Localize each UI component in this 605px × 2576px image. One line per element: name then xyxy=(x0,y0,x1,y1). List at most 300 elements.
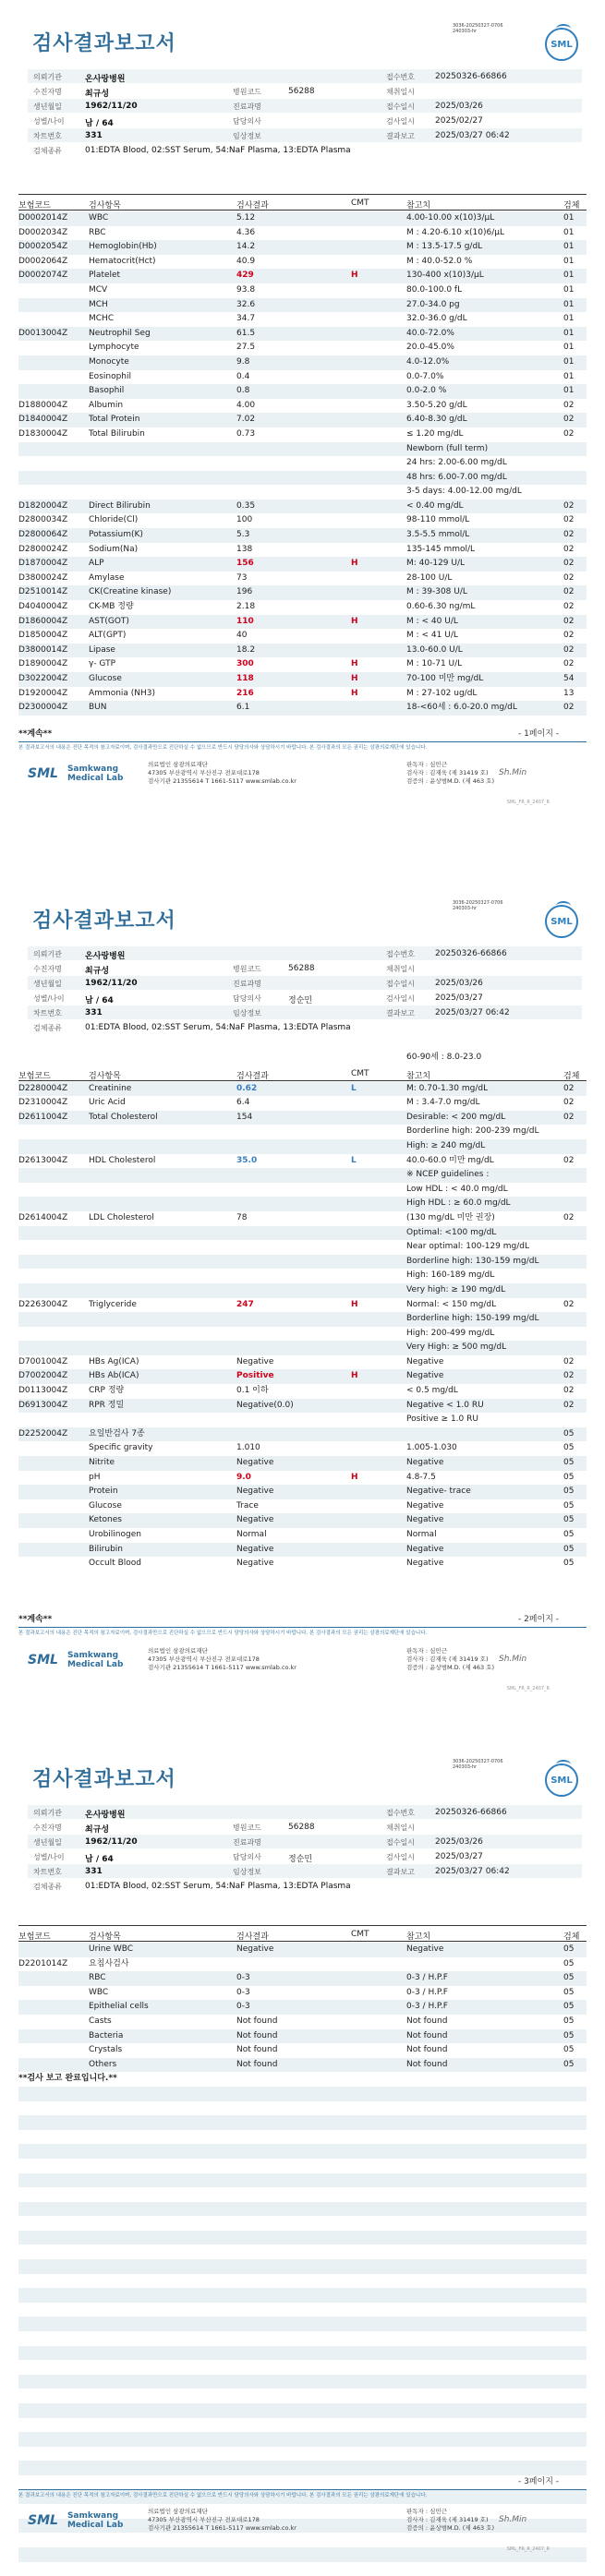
row-code: D2611004Z xyxy=(18,1112,68,1122)
row-result: 93.8 xyxy=(236,284,256,295)
lab-logo: SML Samkwang Medical Lab xyxy=(28,1651,124,1669)
report-page-3 xyxy=(0,1736,605,2562)
row-ref: 60-90세 : 8.0-23.0 xyxy=(406,1053,482,1062)
row-code: D0002054Z xyxy=(18,242,68,252)
row-specimen: 01 xyxy=(563,271,575,281)
row-code: D3022004Z xyxy=(18,674,68,683)
row-specimen: 02 xyxy=(563,1356,575,1366)
row-item: Sodium(Na) xyxy=(89,544,139,554)
table-row xyxy=(18,355,587,370)
report-title: 검사결과보고서 xyxy=(32,909,176,933)
row-code: D2510014Z xyxy=(18,587,68,597)
row-item: Basophil xyxy=(89,386,125,396)
row-result: 4.00 xyxy=(236,400,256,410)
signature: Sh.Min xyxy=(499,2515,527,2524)
table-row xyxy=(18,644,587,658)
row-flag: H xyxy=(351,659,358,669)
table-row xyxy=(18,327,587,342)
row-result: 0.8 xyxy=(236,386,250,396)
report-complete: **검사 보고 완료입니다.** xyxy=(18,2072,587,2087)
row-item: RBC xyxy=(89,227,106,237)
table-row xyxy=(18,657,587,672)
table-row xyxy=(18,312,587,327)
table-row xyxy=(18,1154,587,1169)
row-specimen: 01 xyxy=(563,386,575,396)
row-result: Negative xyxy=(236,1487,274,1497)
table-row xyxy=(18,572,587,586)
header-row: 성별/나이 남 / 64 담당의사 검사일시 2025/02/27 xyxy=(28,114,582,128)
table-row xyxy=(18,1971,587,1986)
table-row xyxy=(18,1139,587,1154)
table-row xyxy=(18,615,587,630)
empty-row xyxy=(18,2303,587,2317)
row-specimen: 02 xyxy=(563,1400,575,1410)
lab-address: 의료법인 삼광의료재단 47305 부산광역시 부산진구 전포대로178 검사기관 21355614 T 1661-5117 www.smlab.co.kr xyxy=(148,761,296,785)
empty-row xyxy=(18,2159,587,2173)
row-ref: Not found xyxy=(406,2059,448,2069)
empty-row xyxy=(18,2245,587,2259)
page-number: - 3페이지 - xyxy=(517,2477,559,2486)
row-specimen: 05 xyxy=(563,1500,575,1511)
row-ref: Negative xyxy=(406,1500,444,1511)
table-row xyxy=(18,1485,587,1499)
row-ref: Negative xyxy=(406,1515,444,1525)
doc-code: SML_FR_R_2407_R xyxy=(506,800,550,805)
row-ref: M: 0.70-1.30 mg/dL xyxy=(406,1083,489,1093)
row-specimen: 05 xyxy=(563,1428,575,1438)
table-row xyxy=(18,226,587,241)
header-row: 검체종류 01:EDTA Blood, 02:SST Serum, 54:NaF Plasma, 13:EDTA Plasma xyxy=(28,1020,582,1035)
empty-row xyxy=(18,2375,587,2389)
col-spec: 검체 xyxy=(563,201,580,211)
row-item: pH xyxy=(89,1472,101,1482)
row-result: 40.9 xyxy=(236,256,256,266)
table-row xyxy=(18,1355,587,1370)
table-row xyxy=(18,283,587,298)
row-specimen: 02 xyxy=(563,572,575,583)
row-ref: 24 hrs: 2.00-6.00 mg/dL xyxy=(406,458,507,468)
row-specimen: 01 xyxy=(563,299,575,309)
row-code: D0002064Z xyxy=(18,256,68,266)
row-item: Monocyte xyxy=(89,356,129,367)
row-code: D0002014Z xyxy=(18,213,68,223)
header-row: 생년월일 1962/11/20 진료과명 접수일시 2025/03/26 xyxy=(28,99,582,114)
row-specimen: 01 xyxy=(563,314,575,324)
barcode-text: 3036-20250327-0706 240303-hr xyxy=(453,900,503,911)
table-row xyxy=(18,1413,587,1427)
empty-row xyxy=(18,2101,587,2116)
barcode-text: 3036-20250327-0706 240303-hr xyxy=(453,23,503,34)
row-result: 100 xyxy=(236,515,253,525)
row-result: 35.0 xyxy=(236,1155,258,1165)
row-ref: 48 hrs: 6.00-7.00 mg/dL xyxy=(406,472,507,482)
row-flag: H xyxy=(351,1371,358,1381)
row-result: 110 xyxy=(236,616,254,626)
table-row xyxy=(18,672,587,687)
row-specimen: 01 xyxy=(563,242,575,252)
row-code: D0013004Z xyxy=(18,328,68,338)
row-item: Epithelial cells xyxy=(89,2002,149,2012)
row-item: BUN xyxy=(89,703,107,713)
report-title: 검사결과보고서 xyxy=(32,32,176,55)
row-item: LDL Cholesterol xyxy=(89,1212,154,1222)
row-ref: Not found xyxy=(406,2030,448,2040)
row-ref: ※ NCEP guidelines : xyxy=(406,1170,490,1180)
row-item: WBC xyxy=(89,1987,109,1997)
table-row xyxy=(18,384,587,399)
row-result: 0.62 xyxy=(236,1083,258,1093)
page-number: - 2페이지 - xyxy=(517,1615,559,1624)
row-ref: 70-100 미만 mg/dL xyxy=(406,674,484,683)
header-row: 검체종류 01:EDTA Blood, 02:SST Serum, 54:NaF Plasma, 13:EDTA Plasma xyxy=(28,1879,582,1894)
empty-row xyxy=(18,2115,587,2130)
row-item: Casts xyxy=(89,2016,112,2026)
row-result: 6.1 xyxy=(236,703,250,713)
row-specimen: 01 xyxy=(563,213,575,223)
row-result: 40 xyxy=(236,631,248,641)
patient-header xyxy=(28,946,582,1035)
table-row xyxy=(18,269,587,283)
header-row: 의뢰기관 온사랑병원 접수번호 20250326-66866 xyxy=(28,69,582,84)
legal-notice: 본 결과보고서의 내용은 진단 목적의 참고자료이며, 검사결과만으로 진단하실 수 없으므로 반드시 담당의사와 상담하시기 바랍니다. 본 검사결과의 모든 권리는 삼광의료재단에 있습니다. xyxy=(18,1627,587,1636)
row-result: 300 xyxy=(236,659,254,669)
row-ref: Negative xyxy=(406,1458,444,1468)
row-ref: Borderline high: 130-159 mg/dL xyxy=(406,1256,539,1266)
row-item: WBC xyxy=(89,213,109,223)
row-ref: 130-400 x(10)3/μL xyxy=(406,271,484,281)
empty-row xyxy=(18,2216,587,2231)
row-item: HDL Cholesterol xyxy=(89,1155,156,1165)
table-row xyxy=(18,2043,587,2058)
row-item: Amylase xyxy=(89,572,125,583)
report-title: 검사결과보고서 xyxy=(32,1768,176,1791)
row-ref: Borderline high: 200-239 mg/dL xyxy=(406,1126,539,1137)
sml-brand-icon: SML xyxy=(28,1653,58,1667)
row-specimen: 02 xyxy=(563,644,575,655)
row-ref: M: 40-129 U/L xyxy=(406,559,466,569)
table-row xyxy=(18,1327,587,1342)
barcode-text: 3036-20250327-0706 240303-hr xyxy=(453,1759,503,1770)
row-specimen: 05 xyxy=(563,2059,575,2069)
row-flag: H xyxy=(351,674,358,683)
row-code: D2800024Z xyxy=(18,544,68,554)
table-row xyxy=(18,1283,587,1298)
empty-row xyxy=(18,2331,587,2346)
row-result: Trace xyxy=(236,1500,259,1511)
row-result: 0.1 이하 xyxy=(236,1386,269,1396)
table-row xyxy=(18,543,587,558)
row-ref: High: 200-499 mg/dL xyxy=(406,1328,495,1338)
header-row: 의뢰기관 온사랑병원 접수번호 20250326-66866 xyxy=(28,1805,582,1820)
row-code: D3800014Z xyxy=(18,644,68,655)
table-row xyxy=(18,528,587,543)
empty-row xyxy=(18,2418,587,2433)
row-code: D2800064Z xyxy=(18,530,68,540)
row-specimen: 02 xyxy=(563,587,575,597)
lab-address: 의료법인 삼광의료재단 47305 부산광역시 부산진구 전포대로178 검사기관 21355614 T 1661-5117 www.smlab.co.kr xyxy=(148,2508,296,2532)
row-item: 요일반검사 7종 xyxy=(89,1428,145,1438)
row-specimen: 02 xyxy=(563,1299,575,1309)
header-row: 수진자명 최규성 병원코드 56288 채취일시 xyxy=(28,84,582,99)
row-code: D1870004Z xyxy=(18,559,68,569)
row-specimen: 02 xyxy=(563,400,575,410)
legal-notice: 본 결과보고서의 내용은 진단 목적의 참고자료이며, 검사결과만으로 진단하실 수 없으므로 반드시 담당의사와 상담하시기 바랍니다. 본 검사결과의 모든 권리는 삼광의료재단에 있습니다. xyxy=(18,2489,587,2498)
row-ref: Very High: ≥ 500 mg/dL xyxy=(406,1342,507,1353)
row-specimen: 02 xyxy=(563,530,575,540)
row-item: RBC xyxy=(89,1973,106,1983)
row-result: 6.4 xyxy=(236,1098,250,1108)
row-code: D2613004Z xyxy=(18,1155,68,1165)
row-flag: H xyxy=(351,559,358,569)
row-ref: Not found xyxy=(406,2016,448,2026)
row-result: Negative xyxy=(236,1356,274,1366)
row-result: 0.73 xyxy=(236,428,256,439)
continued-mark: **계속** xyxy=(18,1615,53,1624)
row-ref: 18-<60세 : 6.0-20.0 mg/dL xyxy=(406,703,517,713)
table-row xyxy=(18,1312,587,1327)
doc-code: SML_FR_R_2407_R xyxy=(506,2546,550,2552)
header-row: 생년월일 1962/11/20 진료과명 접수일시 2025/03/26 xyxy=(28,1835,582,1849)
row-specimen: 02 xyxy=(563,428,575,439)
row-specimen: 01 xyxy=(563,227,575,237)
empty-row xyxy=(18,2447,587,2462)
table-row xyxy=(18,211,587,226)
row-specimen: 05 xyxy=(563,1458,575,1468)
table-row xyxy=(18,1125,587,1139)
row-ref: ≤ 1.20 mg/dL xyxy=(406,428,464,439)
row-item: Uric Acid xyxy=(89,1098,126,1108)
row-item: Others xyxy=(89,2059,117,2069)
patient-header xyxy=(28,1805,582,1894)
row-result: 34.7 xyxy=(236,314,256,324)
col-ref: 참고치 xyxy=(406,1072,431,1081)
row-ref: 135-145 mmol/L xyxy=(406,544,476,554)
row-item: Glucose xyxy=(89,674,122,683)
table-row xyxy=(18,2015,587,2029)
lab-logo: SML Samkwang Medical Lab xyxy=(28,2511,124,2530)
signature: Sh.Min xyxy=(499,768,527,777)
row-item: Bilirubin xyxy=(89,1544,123,1554)
lab-logo: SML Samkwang Medical Lab xyxy=(28,764,124,783)
table-row xyxy=(18,1943,587,1957)
row-result: 5.12 xyxy=(236,213,256,223)
doc-code: SML_FR_R_2407_R xyxy=(506,1686,550,1691)
table-row xyxy=(18,1096,587,1111)
row-specimen: 05 xyxy=(563,1544,575,1554)
table-row xyxy=(18,687,587,702)
sml-brand-icon: SML xyxy=(28,2513,58,2528)
row-specimen: 02 xyxy=(563,1083,575,1093)
row-specimen: 02 xyxy=(563,602,575,612)
row-item: Triglyceride xyxy=(89,1299,137,1309)
row-flag: H xyxy=(351,616,358,626)
row-code: D1890004Z xyxy=(18,659,68,669)
report-page-2 xyxy=(0,877,605,1731)
row-specimen: 01 xyxy=(563,256,575,266)
table-row xyxy=(18,413,587,427)
row-result: 5.3 xyxy=(236,530,250,540)
table-row xyxy=(18,1441,587,1456)
row-item: Lipase xyxy=(89,644,115,655)
table-row xyxy=(18,1957,587,1972)
col-cmt: CMT xyxy=(351,199,369,208)
row-item: MCHC xyxy=(89,314,115,324)
row-ref: M : < 41 U/L xyxy=(406,631,458,641)
row-specimen: 05 xyxy=(563,2045,575,2055)
row-ref: Negative xyxy=(406,1356,444,1366)
table-row xyxy=(18,585,587,600)
table-row xyxy=(18,341,587,355)
table-row xyxy=(18,240,587,255)
row-specimen: 05 xyxy=(563,1487,575,1497)
header-row: 수진자명 최규성 병원코드 56288 채취일시 xyxy=(28,1820,582,1835)
col-cmt: CMT xyxy=(351,1930,369,1939)
row-result: 2.18 xyxy=(236,602,256,612)
row-code: D1920004Z xyxy=(18,688,68,698)
row-result: 247 xyxy=(236,1299,254,1309)
row-result: 1.010 xyxy=(236,1443,260,1453)
table-row xyxy=(18,298,587,313)
row-ref: M : 3.4-7.0 mg/dL xyxy=(406,1098,480,1108)
sml-logo-icon: SML xyxy=(545,28,578,61)
row-result: 32.6 xyxy=(236,299,256,309)
row-item: HBs Ab(ICA) xyxy=(89,1371,139,1381)
row-ref: Normal: < 150 mg/dL xyxy=(406,1299,497,1309)
col-ref: 참고치 xyxy=(406,201,431,211)
row-specimen: 02 xyxy=(563,616,575,626)
row-result: Negative xyxy=(236,1559,274,1569)
table-row xyxy=(18,1226,587,1241)
row-specimen: 02 xyxy=(563,1386,575,1396)
row-result: 0.35 xyxy=(236,500,256,511)
row-item: Total Protein xyxy=(89,415,140,425)
empty-row xyxy=(18,2144,587,2159)
empty-row xyxy=(18,2231,587,2245)
row-specimen: 02 xyxy=(563,544,575,554)
row-ref: M : 39-308 U/L xyxy=(406,587,467,597)
row-ref: Borderline high: 150-199 mg/dL xyxy=(406,1314,539,1324)
empty-row xyxy=(18,2259,587,2274)
table-row xyxy=(18,600,587,615)
legal-notice: 본 결과보고서의 내용은 진단 목적의 참고자료이며, 검사결과만으로 진단하실 수 없으므로 반드시 담당의사와 상담하시기 바랍니다. 본 검사결과의 모든 권리는 삼광의료재단에 있습니다. xyxy=(18,741,587,751)
table-row xyxy=(18,1211,587,1226)
row-specimen: 02 xyxy=(563,559,575,569)
row-result: 429 xyxy=(236,271,254,281)
row-item: RPR 정밀 xyxy=(89,1400,125,1410)
row-code: D7002004Z xyxy=(18,1371,68,1381)
table-row xyxy=(18,1111,587,1125)
row-ref: 0.0-7.0% xyxy=(406,371,444,381)
row-result: Positive xyxy=(236,1371,274,1381)
sml-logo-icon: SML xyxy=(545,905,578,938)
table-row xyxy=(18,701,587,716)
row-item: HBs Ag(ICA) xyxy=(89,1356,139,1366)
row-item: Crystals xyxy=(89,2045,123,2055)
row-specimen: 05 xyxy=(563,2002,575,2012)
results-table xyxy=(18,1943,587,2576)
empty-row xyxy=(18,2288,587,2303)
empty-row xyxy=(18,2087,587,2101)
row-ref: 40.0-60.0 미만 mg/dL xyxy=(406,1155,494,1165)
empty-row xyxy=(18,2130,587,2145)
empty-row xyxy=(18,2432,587,2447)
row-result: 7.02 xyxy=(236,415,256,425)
row-code: D1860004Z xyxy=(18,616,68,626)
row-result: 61.5 xyxy=(236,328,256,338)
row-ref: Negative < 1.0 RU xyxy=(406,1400,484,1410)
row-flag: H xyxy=(351,1472,358,1482)
row-specimen: 05 xyxy=(563,1515,575,1525)
row-specimen: 05 xyxy=(563,1472,575,1482)
table-row xyxy=(18,255,587,270)
col-cmt: CMT xyxy=(351,1069,369,1078)
table-row xyxy=(18,485,587,500)
row-result: 216 xyxy=(236,688,254,698)
row-code: D1850004Z xyxy=(18,631,68,641)
row-ref: 40.0-72.0% xyxy=(406,328,454,338)
header-row: 차트번호 331 임상정보 결과보고 2025/03/27 06:42 xyxy=(28,1864,582,1879)
row-ref: 3-5 days: 4.00-12.00 mg/dL xyxy=(406,487,522,497)
row-ref: Very high: ≥ 190 mg/dL xyxy=(406,1284,506,1294)
col-result: 검사결과 xyxy=(236,1072,269,1081)
row-result: 0.4 xyxy=(236,371,250,381)
row-code: D1830004Z xyxy=(18,428,68,439)
row-code: D1840004Z xyxy=(18,415,68,425)
row-item: Direct Bilirubin xyxy=(89,500,151,511)
row-specimen: 02 xyxy=(563,659,575,669)
row-item: Hematocrit(Hct) xyxy=(89,256,156,266)
row-item: CK(Creatine kinase) xyxy=(89,587,172,597)
row-code: D2263004Z xyxy=(18,1299,68,1309)
row-result: 154 xyxy=(236,1112,253,1122)
row-item: Nitrite xyxy=(89,1458,115,1468)
lab-footer xyxy=(18,1643,587,1699)
row-specimen: 01 xyxy=(563,371,575,381)
row-ref: 3.50-5.20 g/dL xyxy=(406,400,467,410)
page-number: - 1페이지 - xyxy=(517,729,559,739)
row-code: D4040004Z xyxy=(18,602,68,612)
row-code: D1880004Z xyxy=(18,400,68,410)
row-result: Not found xyxy=(236,2045,278,2055)
row-ref: Newborn (full term) xyxy=(406,443,489,453)
sml-logo-icon: SML xyxy=(545,1763,578,1797)
row-ref: Not found xyxy=(406,2045,448,2055)
row-ref: Negative xyxy=(406,1944,444,1954)
table-row xyxy=(18,1543,587,1558)
empty-row xyxy=(18,2317,587,2331)
row-ref: 98-110 mmol/L xyxy=(406,515,470,525)
row-item: Chloride(Cl) xyxy=(89,515,139,525)
row-result: 0-3 xyxy=(236,1987,250,1997)
row-result: 9.8 xyxy=(236,356,250,367)
row-result: Negative(0.0) xyxy=(236,1400,294,1410)
table-row xyxy=(18,500,587,514)
row-code: D2614004Z xyxy=(18,1212,68,1222)
row-specimen: 54 xyxy=(563,674,575,683)
row-specimen: 01 xyxy=(563,356,575,367)
empty-row xyxy=(18,2403,587,2418)
row-item: Creatinine xyxy=(89,1083,132,1093)
row-ref: High: ≥ 240 mg/dL xyxy=(406,1140,486,1150)
row-code: D0002034Z xyxy=(18,227,68,237)
lab-footer xyxy=(18,757,587,813)
row-item: Urobilinogen xyxy=(89,1530,141,1539)
empty-row xyxy=(18,2562,587,2576)
row-specimen: 05 xyxy=(563,1530,575,1539)
row-ref: M : 4.20-6.10 x(10)6/μL xyxy=(406,227,505,237)
row-ref: Desirable: < 200 mg/dL xyxy=(406,1112,506,1122)
header-row: 성별/나이 남 / 64 담당의사 정순민 검사일시 2025/03/27 xyxy=(28,991,582,1005)
